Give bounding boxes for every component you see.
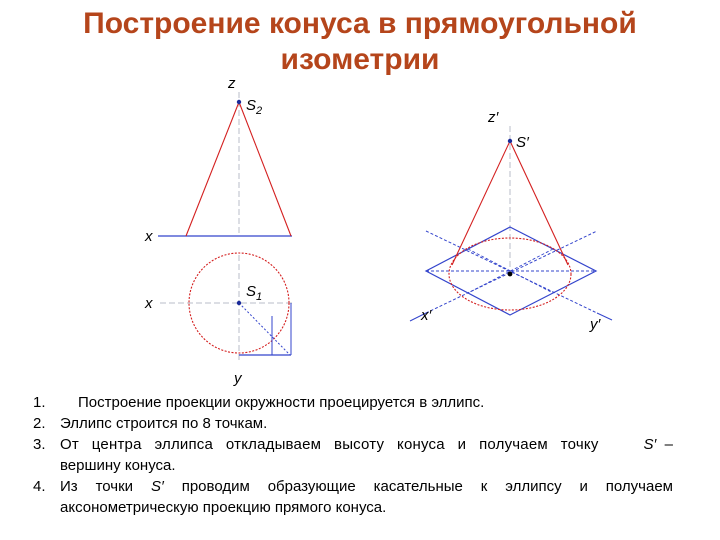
isometric-view — [410, 109, 612, 333]
step-3-dash: – — [664, 436, 673, 453]
step-3-number: 3. — [33, 436, 46, 453]
step-2 — [33, 413, 673, 434]
step-4 — [33, 476, 673, 518]
step-3-text-a: От центра эллипса откладываем высоту конуса и получаем точку — [60, 436, 599, 453]
step-4-point: S′ — [150, 478, 164, 495]
step-3-text — [60, 434, 673, 455]
top-view — [144, 253, 294, 387]
label-s1: S — [246, 283, 257, 300]
title-line-2: изометрии — [280, 43, 440, 76]
step-1-text: Построение проекции окружности проецируется в эллипс. — [78, 394, 485, 411]
iso-cone-right-generatrix — [510, 141, 568, 265]
label-s2-sub: 2 — [256, 105, 263, 117]
label-x-top: x — [145, 295, 153, 312]
label-x-iso: x′ — [421, 307, 432, 324]
label-z-iso: z′ — [488, 109, 499, 126]
step-3-tail: вершину конуса. — [60, 457, 176, 474]
cone-front-left-edge — [186, 102, 239, 236]
iso-center-point — [508, 272, 513, 277]
step-4-text-a: Из точки — [60, 478, 134, 495]
label-s1-sub: 1 — [256, 291, 263, 303]
label-y-iso: y′ — [590, 316, 601, 333]
step-3-point: S′ — [643, 436, 657, 453]
step-1-number: 1. — [33, 394, 46, 411]
iso-apex-point — [508, 139, 512, 143]
label-s-iso: S′ — [516, 134, 529, 151]
step-3 — [33, 434, 673, 476]
label-s2: S — [246, 97, 257, 114]
steps-list — [33, 392, 673, 518]
step-4-number: 4. — [33, 478, 46, 495]
iso-cone-left-generatrix — [452, 141, 510, 265]
apex-point-s2 — [237, 100, 241, 104]
diagonal-construction — [239, 303, 290, 355]
label-z-front: z — [228, 75, 236, 92]
label-x-front: x — [145, 228, 153, 245]
label-y: y — [234, 370, 242, 387]
apex-point-s1 — [237, 301, 241, 305]
step-1 — [33, 392, 673, 413]
step-2-number: 2. — [33, 415, 46, 432]
title-line-1: Построение конуса в прямоугольной — [83, 7, 637, 40]
step-2-text: Эллипс строится по 8 точкам. — [60, 415, 268, 432]
front-view — [144, 75, 292, 245]
step-4-text-b: проводим образующие касательные к эллипсу и получаем аксонометрическую проекцию прямого конуса. — [60, 478, 673, 516]
cone-front-right-edge — [239, 102, 291, 236]
